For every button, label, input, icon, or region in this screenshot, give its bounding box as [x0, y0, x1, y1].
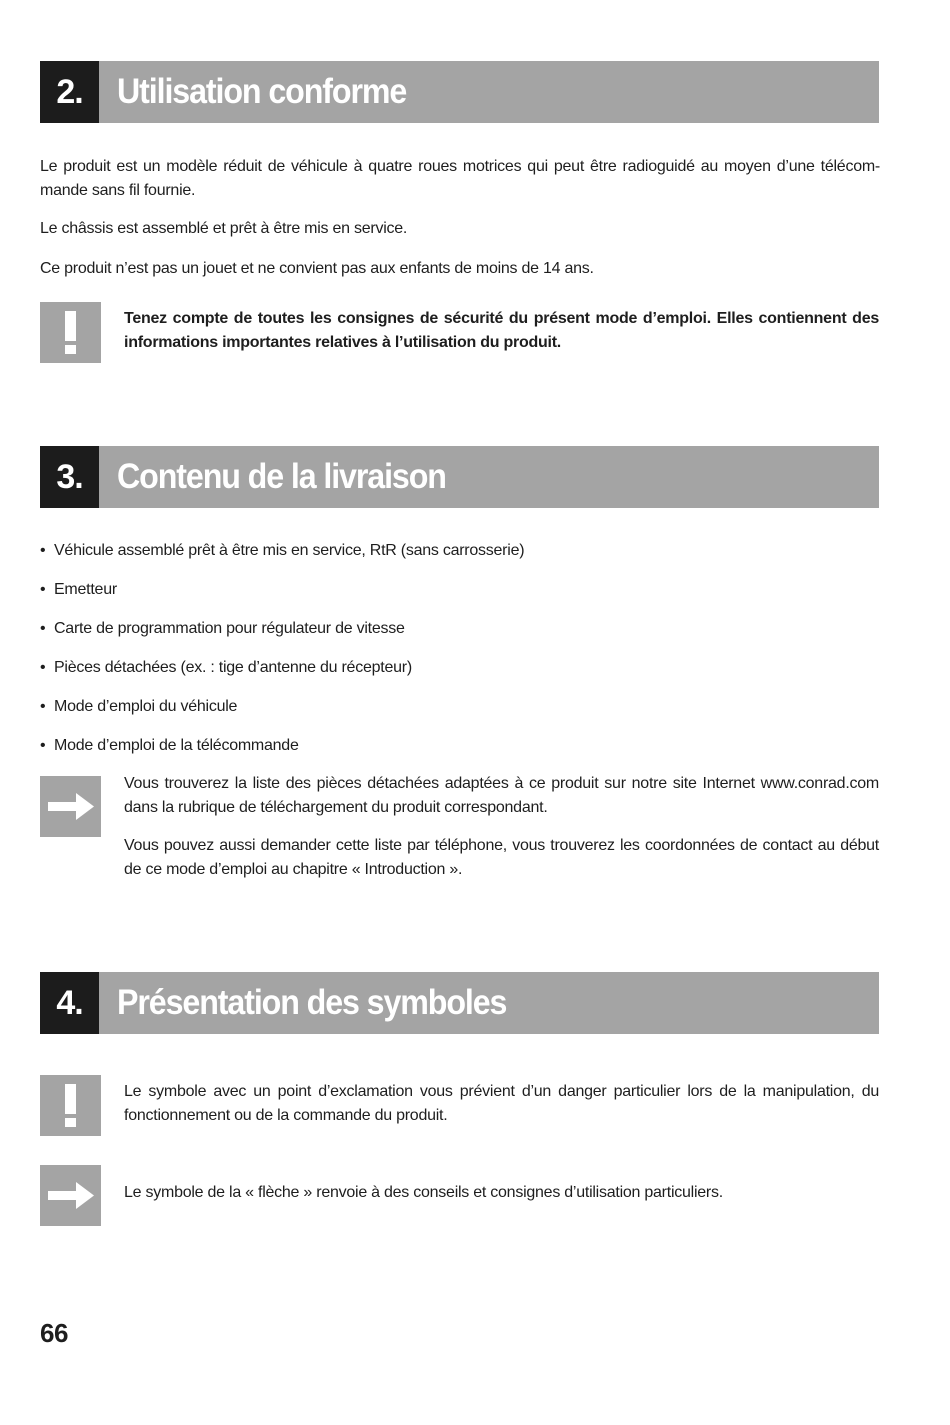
list-item-text: Pièces détachées (ex. : tige d’antenne du récepteur): [54, 659, 412, 676]
bullet: •: [40, 620, 46, 637]
section-header-3: [40, 446, 879, 508]
exclamation-symbol-description: Le symbole avec un point d’exclamation vous prévient d’un danger particulier lors de la manipulation, du fonctionnement ou de la commande du produit.: [124, 1083, 879, 1124]
paragraph-chassis: Le châssis est assemblé et prêt à être mis en service.: [40, 220, 408, 237]
phone-note: Vous pouvez aussi demander cette liste par téléphone, vous trouverez les coordonnées de contact au début de ce mode d’emploi au chapitre « Introduction ».: [124, 837, 879, 878]
section-header-2: [40, 61, 879, 123]
list-item-text: Véhicule assemblé prêt à être mis en service, RtR (sans carrosserie): [54, 542, 525, 559]
list-item: [40, 695, 524, 734]
paragraph-product-description: Le produit est un modèle réduit de véhicule à quatre roues motrices qui peut être radioguidé au moyen d’une télécom-mande sans fil fournie.: [40, 158, 880, 199]
bullet: •: [40, 698, 46, 715]
bullet: •: [40, 659, 46, 676]
section-number: 4.: [40, 972, 99, 1034]
bullet: •: [40, 737, 46, 754]
list-item: [40, 734, 524, 773]
section-title: Utilisation conforme: [117, 72, 407, 111]
exclamation-icon: [40, 1075, 101, 1136]
safety-warning-text: Tenez compte de toutes les consignes de sécurité du présent mode d’emploi. Elles contiennent des informations importantes relatives à l’utilisation du produit.: [124, 310, 879, 351]
arrow-symbol-description: Le symbole de la « flèche » renvoie à des conseils et consignes d’utilisation particuliers.: [124, 1184, 723, 1201]
section-number: 3.: [40, 446, 99, 508]
paragraph-not-a-toy: Ce produit n’est pas un jouet et ne convient pas aux enfants de moins de 14 ans.: [40, 260, 594, 277]
exclamation-icon: [40, 302, 101, 363]
spare-parts-note: Vous trouverez la liste des pièces détachées adaptées à ce produit sur notre site Internet www.conrad.com dans la rubrique de téléchargement du produit correspondant.: [124, 775, 879, 816]
section-title: Contenu de la livraison: [117, 457, 446, 496]
list-item: [40, 578, 524, 617]
delivery-contents-list: [40, 539, 524, 773]
arrow-right-icon: [40, 1165, 101, 1226]
section-title: Présentation des symboles: [117, 983, 507, 1022]
list-item: [40, 617, 524, 656]
list-item-text: Mode d’emploi du véhicule: [54, 698, 238, 715]
arrow-right-icon: [40, 776, 101, 837]
list-item-text: Mode d’emploi de la télécommande: [54, 737, 299, 754]
list-item: [40, 656, 524, 695]
list-item-text: Emetteur: [54, 581, 117, 598]
bullet: •: [40, 542, 46, 559]
bullet: •: [40, 581, 46, 598]
section-number: 2.: [40, 61, 99, 123]
list-item-text: Carte de programmation pour régulateur de vitesse: [54, 620, 405, 637]
page-number: 66: [40, 1318, 68, 1348]
section-header-4: [40, 972, 879, 1034]
list-item: [40, 539, 524, 578]
